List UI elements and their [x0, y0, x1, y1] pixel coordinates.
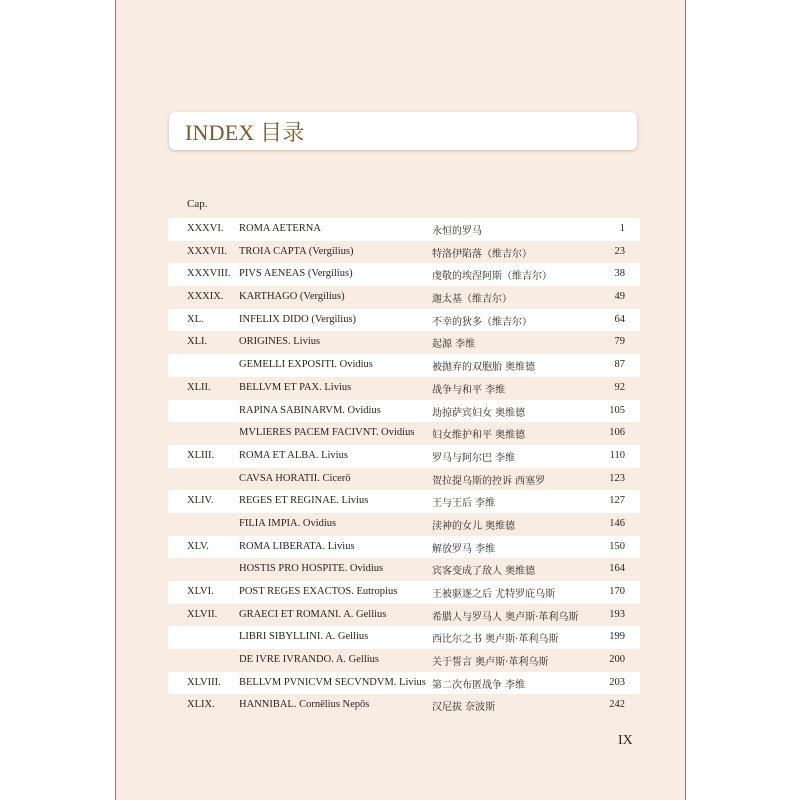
latin-title: LIBRI SIBYLLINI. A. Gellius: [239, 631, 369, 643]
latin-title: TROIA CAPTA (Vergilius): [239, 245, 354, 257]
chapter-number: XLV.: [187, 540, 209, 552]
page-ref: 127: [609, 495, 625, 507]
chinese-title: 希腊人与罗马人 奥卢斯·革利乌斯: [432, 611, 579, 623]
index-row: [168, 513, 640, 536]
page-ref: 79: [614, 336, 625, 348]
chinese-title: 宾客变成了敌人 奥维德: [432, 566, 536, 578]
book-page: [115, 0, 686, 800]
chapter-number: XLII.: [187, 381, 211, 393]
latin-title: DE IVRE IVRANDO. A. Gellius: [239, 654, 379, 666]
chinese-title: 特洛伊陷落（维吉尔）: [432, 248, 532, 260]
page-ref: 193: [609, 608, 625, 620]
latin-title: HANNIBAL. Cornēlius Nepōs: [239, 699, 370, 711]
chinese-title: 战争与和平 李维: [432, 384, 506, 396]
chinese-title: 虔敬的埃涅阿斯（维吉尔）: [432, 271, 552, 283]
index-row: [168, 400, 640, 423]
page-ref: 242: [609, 699, 625, 711]
chinese-title: 妇女维护和平 奥维德: [432, 430, 526, 442]
page-ref: 1: [619, 223, 625, 234]
index-row: [168, 241, 640, 264]
latin-title: BELLVM ET PAX. Livius: [239, 381, 352, 393]
chinese-title: 永恒的罗马: [432, 226, 482, 237]
latin-title: PIVS AENEAS (Vergilius): [239, 268, 353, 280]
index-row: [168, 468, 640, 491]
chapter-number: XL.: [187, 313, 204, 325]
page-ref: 150: [609, 540, 625, 552]
latin-title: ROMA ET ALBA. Livius: [239, 449, 348, 461]
index-row: [168, 218, 640, 241]
index-row: [168, 581, 640, 604]
index-row: [168, 604, 640, 627]
chinese-title: 罗马与阿尔巴 李维: [432, 452, 516, 464]
index-row: [168, 286, 640, 309]
latin-title: KARTHAGO (Vergilius): [239, 291, 345, 303]
index-row: [168, 422, 640, 445]
chinese-title: 王被驱逐之后 尤特罗庇乌斯: [432, 589, 556, 600]
chinese-title: 起源 李维: [432, 339, 476, 351]
page-ref: 110: [609, 449, 625, 461]
index-row: [168, 354, 640, 377]
chapter-number: XLI.: [187, 336, 208, 348]
index-row: [168, 694, 640, 717]
chinese-title: 王与王后 李维: [432, 498, 496, 510]
page-ref: 92: [614, 381, 625, 393]
page-ref: 49: [614, 291, 625, 303]
title-banner: [169, 112, 637, 150]
page-ref: 146: [609, 517, 625, 529]
chinese-title: 劫掠萨宾妇女 奥维德: [432, 407, 526, 419]
page-ref: 200: [609, 654, 625, 666]
page-ref: 38: [614, 268, 625, 280]
chapter-number: XLIX.: [187, 699, 215, 711]
latin-title: ROMA AETERNA: [239, 223, 321, 234]
latin-title: INFELIX DIDO (Vergilius): [239, 313, 357, 325]
page-title: INDEX 目录: [185, 120, 305, 145]
index-row: [168, 672, 640, 695]
chapter-number: XXXVII.: [187, 245, 227, 257]
page-ref: 106: [609, 427, 625, 439]
latin-title: CAVSA HORATII. Cicerō: [239, 472, 351, 484]
page-ref: 170: [609, 586, 625, 597]
chinese-title: 渎神的女儿 奥维德: [432, 520, 516, 532]
chapter-number: XLIII.: [187, 449, 215, 461]
page-ref: 164: [609, 563, 625, 575]
page-number: IX: [618, 733, 633, 748]
page-ref: 64: [614, 313, 625, 325]
chapter-number: XXXIX.: [187, 291, 224, 303]
chinese-title: 解放罗马 李维: [432, 543, 496, 555]
chinese-title: 贺拉提乌斯的控诉 西塞罗: [432, 475, 546, 487]
chinese-title: 西比尔之书 奥卢斯·革利乌斯: [432, 634, 559, 646]
latin-title: FILIA IMPIA. Ovidius: [239, 517, 337, 529]
index-row: [168, 445, 640, 468]
chinese-title: 第二次布匿战争 李维: [432, 679, 526, 691]
index-row: [168, 490, 640, 513]
chapter-number: XXXVIII.: [187, 268, 231, 280]
index-row: [168, 263, 640, 286]
chapter-number: XLVII.: [187, 608, 218, 620]
chinese-title: 关于誓言 奥卢斯·革利乌斯: [432, 657, 549, 669]
chapter-number: XLIV.: [187, 495, 214, 507]
chapter-number: XLVIII.: [187, 676, 221, 688]
index-table: [168, 218, 640, 717]
latin-title: HOSTIS PRO HOSPITE. Ovidius: [239, 563, 384, 575]
latin-title: POST REGES EXACTOS. Eutropius: [239, 586, 398, 597]
chapter-number: XLVI.: [187, 586, 214, 597]
page-ref: 203: [609, 676, 625, 688]
latin-title: GRAECI ET ROMANI. A. Gellius: [239, 608, 387, 620]
chinese-title: 被抛弃的双胞胎 奥维德: [432, 362, 536, 374]
index-row: [168, 331, 640, 354]
index-row: [168, 626, 640, 649]
chinese-title: 不幸的狄多（维吉尔）: [432, 316, 532, 328]
page-ref: 199: [609, 631, 625, 643]
index-row: [168, 536, 640, 559]
page-ref: 105: [609, 404, 625, 416]
chinese-title: 汉尼拔 奈波斯: [432, 702, 496, 714]
latin-title: ROMA LIBERATA. Livius: [239, 540, 355, 552]
index-row: [168, 377, 640, 400]
index-row: [168, 649, 640, 672]
latin-title: BELLVM PVNICVM SECVNDVM. Livius: [239, 676, 426, 688]
page-ref: 123: [609, 472, 625, 484]
latin-title: REGES ET REGINAE. Livius: [239, 495, 369, 507]
index-row: [168, 558, 640, 581]
latin-title: ORIGINES. Livius: [239, 336, 321, 348]
latin-title: MVLIERES PACEM FACIVNT. Ovidius: [239, 427, 415, 439]
index-row: [168, 309, 640, 332]
chinese-title: 迦太基（维吉尔）: [432, 294, 512, 306]
cap-label: Cap.: [187, 198, 208, 210]
page-ref: 23: [614, 245, 625, 257]
latin-title: GEMELLI EXPOSITI. Ovidius: [239, 359, 373, 371]
latin-title: RAPINA SABINARVM. Ovidius: [239, 404, 381, 416]
chapter-number: XXXVI.: [187, 223, 224, 234]
page-ref: 87: [614, 359, 625, 371]
